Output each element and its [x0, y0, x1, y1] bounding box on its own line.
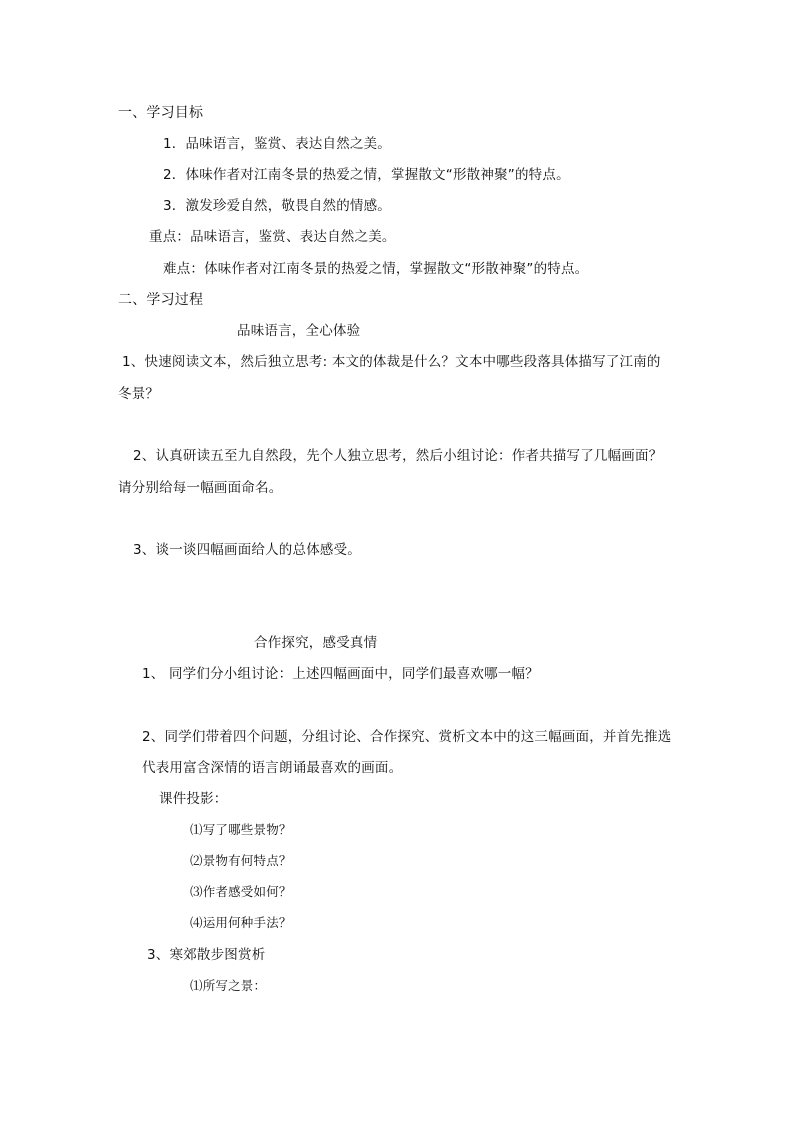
goal-1: 1．品味语言，鉴赏、表达自然之美。 [163, 136, 391, 152]
difficult-point: 难点：体味作者对江南冬景的热爱之情，掌握散文“形散神聚”的特点。 [163, 261, 589, 277]
projection-question-4: ⑷运用何种手法？ [190, 915, 292, 930]
part-1-subtitle: 品味语言，全心体验 [237, 323, 361, 339]
projection-question-1: ⑴写了哪些景物？ [190, 822, 292, 837]
goal-2: 2．体味作者对江南冬景的热爱之情，掌握散文“形散神聚”的特点。 [163, 167, 570, 183]
part-2-question-2-line-1: 2、同学们带着四个问题，分组讨论、合作探究、赏析文本中的这三幅画面，并首先推选 [142, 729, 672, 745]
question-2-line-1: 2、认真研读五至九自然段，先个人独立思考，然后小组讨论：作者共描写了几幅画面？ [133, 448, 663, 464]
question-3: 3、谈一谈四幅画面给人的总体感受。 [133, 542, 361, 558]
question-1-line-2: 冬景？ [118, 386, 160, 402]
part-2-question-3: 3、寒郊散步图赏析 [147, 947, 266, 963]
projection-question-3: ⑶作者感受如何？ [190, 884, 292, 899]
part-2-question-2-line-2: 代表用富含深情的语言朗诵最喜欢的画面。 [142, 760, 403, 776]
part-2-question-1: 1、 同学们分小组讨论：上述四幅画面中，同学们最喜欢哪一幅？ [142, 666, 539, 682]
goal-3: 3．激发珍爱自然，敬畏自然的情感。 [163, 198, 391, 214]
section-2-title: 二、学习过程 [118, 292, 204, 308]
key-point: 重点：品味语言，鉴赏、表达自然之美。 [149, 229, 396, 245]
projection-label: 课件投影： [159, 791, 228, 807]
projection-question-2: ⑵景物有何特点？ [190, 853, 292, 868]
part-2-question-3-sub: ⑴所写之景： [190, 978, 267, 993]
question-1-line-1: 1、快速阅读文本，然后独立思考: 本文的体裁是什么？文本中哪些段落具体描写了江南的 [122, 354, 661, 370]
part-2-subtitle: 合作探究，感受真情 [254, 635, 378, 651]
question-2-line-2: 请分别给每一幅画面命名。 [118, 480, 283, 496]
section-1-title: 一、学习目标 [118, 105, 204, 121]
